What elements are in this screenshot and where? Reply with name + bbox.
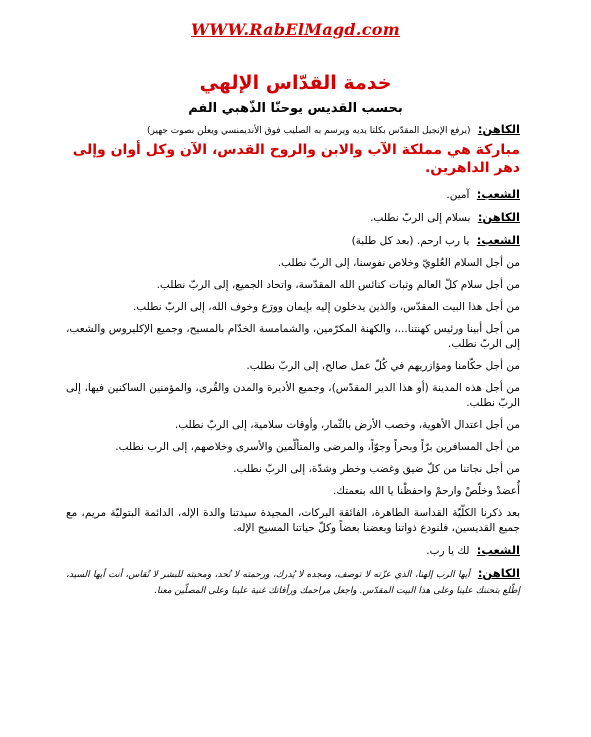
response-text: آمين. [446, 189, 470, 201]
petition-line: من أجل أبينا ورئيس كهنتنا...، والكهنة المكرّمين، والشمامسة الخدّام بالمسيح، وجميع الإكليروس والشعب، إلى الربّ نطلب. [66, 323, 520, 350]
rubric-text: (يرفع الإنجيل المقدّس بكلتا يديه ويرسم به الصليب فوق الأنديمنسي ويعلن بصوت جهير) [147, 126, 471, 136]
response-line [66, 233, 520, 249]
petition-line: من أجل حكّامنا ومؤازريهم في كُلّ عمل صالح، إلى الربّ نطلب. [246, 360, 520, 372]
response-line [66, 543, 520, 559]
petition-line: أُعضدْ وخلّصْ وارحمْ واحفظْنا يا الله بنعمتك. [333, 485, 520, 497]
priest-text: بسلام إلى الربّ نطلب. [370, 212, 471, 224]
speaker-label: الكاهن: [477, 210, 520, 224]
site-url-link[interactable]: WWW.RabElMagd.com [191, 20, 400, 39]
speaker-label: الشعب: [476, 233, 520, 247]
petition-line: من أجل سلام كلّ العالم وثبات كنائس الله المقدّسة، واتحاد الجميع، إلى الربّ نطلب. [156, 279, 520, 291]
petition-line: من أجل المسافرين برّاً وبحراً وجوّاً، والمرضى والمتألّمين والأسرى وخلاصهم، إلى الرب نطلب. [115, 441, 520, 453]
liturgy-text [66, 122, 520, 606]
priest-line [66, 210, 520, 226]
rubric-line [66, 122, 520, 139]
page-title: خدمة القدّاس الإلهي [199, 72, 392, 94]
proclamation-text: مباركة هي مملكة الآب والابن والروح القدس، الآن وكل أوان وإلى دهر الداهرين. [72, 142, 520, 176]
priest-prayer-line [66, 566, 520, 599]
speaker-label: الشعب: [476, 543, 520, 557]
response-line [66, 187, 520, 203]
page-subtitle: بحسب القديس يوحنّا الذّهبي الفم [188, 101, 403, 116]
speaker-label: الكاهن: [477, 122, 520, 136]
speaker-label: الكاهن: [477, 566, 520, 580]
response-text: يا رب ارحم. (بعد كل طلبة) [351, 235, 470, 247]
petition-line: بعد ذكرنا الكلّيّة القداسة الطاهرة، الفائقة البركات، المجيدة سيدتنا والدة الإله، الدائمة البتوليّة مريم، مع جميع القديسين، فلنودع ذواتنا وبعضنا بعضاً وكلّ حياتنا المسيح الإله. [66, 507, 520, 534]
petition-line: من أجل السلام العُلويّ وخلاص نفوسنا، إلى الربّ نطلب. [277, 257, 520, 269]
petition-line: من أجل اعتدال الأهوية، وخصب الأرض بالثّمار، وأوقات سلامية، إلى الربّ نطلب. [174, 419, 520, 431]
speaker-label: الشعب: [476, 187, 520, 201]
prayer-text: أيها الرب إلهنا، الذي عزّته لا توصف، ومجده لا يُدرك، ورحمته لا تُحد، ومحبته للبشر لا تُقاس، أنت أيها السيد، إطّلع بتحننك علينا وعلى هذا البيت المقدّس. واجعل مراحمك ورأفاتك غنية علينا وعلى المصلّين معنا. [66, 570, 520, 596]
response-text: لك يا رب. [426, 545, 470, 557]
petition-line: من أجل نجاتنا من كلّ ضيق وغضب وخطر وشدّة، إلى الربّ نطلب. [233, 463, 520, 475]
petition-line: من أجل هذا البيت المقدّس، والذين يدخلون إليه بإيمان وورَع وخوف الله، إلى الربّ نطلب. [132, 301, 520, 313]
petition-line: من أجل هذه المدينة (أو هذا الدير المقدّس)، وجميع الأديرة والمدن والقُرى، والمؤمنين الساكنين فيها، إلى الربّ نطلب. [66, 382, 520, 409]
